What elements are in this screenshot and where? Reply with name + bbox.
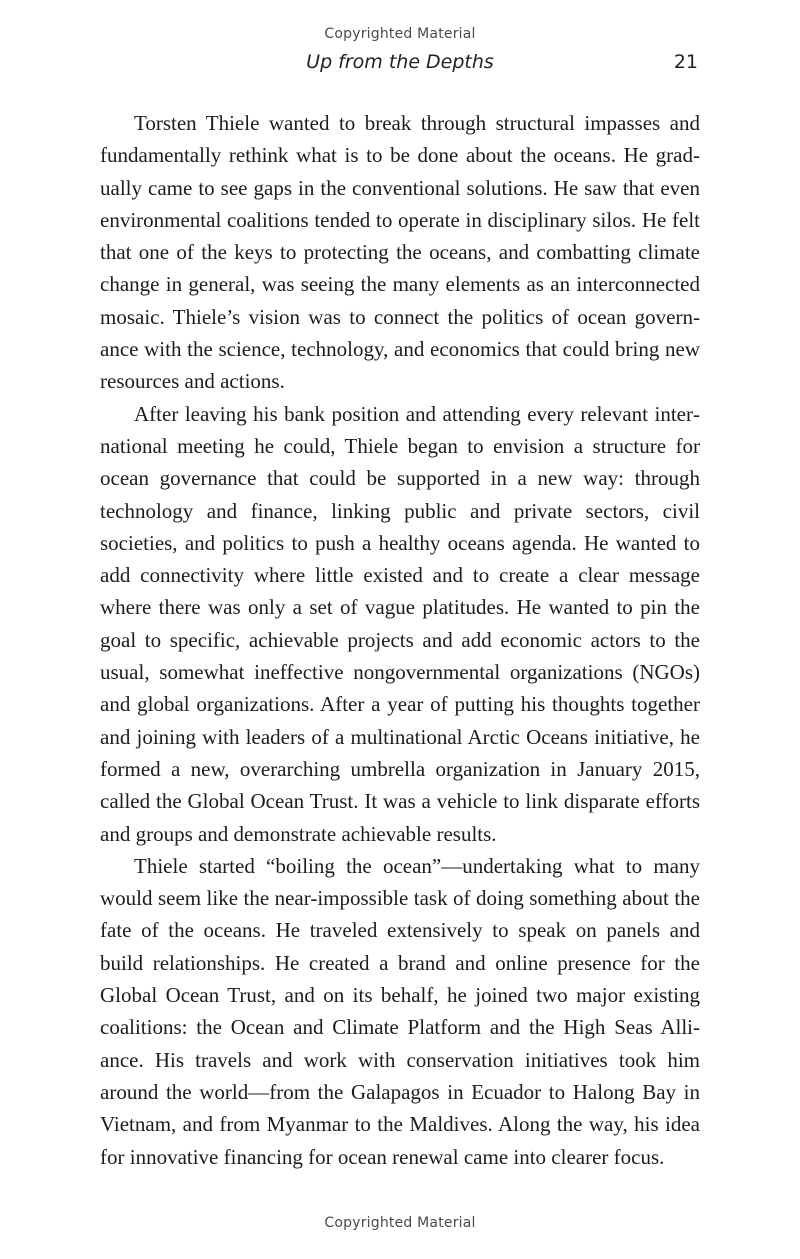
- paragraph-1: Torsten Thiele wanted to break through structural impasses and fundamentally rethink what is to be done about the oceans. He gradually came to see gaps in the conventional solutions. He saw that even environmental coalitions tended to operate in disciplinary silos. He felt that one of the keys to protecting the oceans, and combatting climate change in general, was seeing the many elements as an interconnected mosaic. Thiele’s vision was to connect the politics of ocean governance with the science, technology, and economics that could bring new resources and actions.: [100, 111, 700, 394]
- running-header: [100, 49, 700, 79]
- body-text: [100, 107, 700, 1173]
- copyright-watermark-top: Copyrighted Material: [324, 26, 476, 42]
- page-number: 21: [673, 51, 698, 73]
- running-title: Up from the Depths: [306, 51, 494, 73]
- copyright-watermark-bottom: Copyrighted Material: [324, 1215, 476, 1231]
- paragraph-2: After leaving his bank position and attending every relevant international meeting he could, Thiele began to envision a structure for ocean governance that could be supported in a new way: through technology and finance, linking public and private sectors, civil societies, and politics to push a healthy oceans agenda. He wanted to add connectivity where little existed and to create a clear message where there was only a set of vague platitudes. He wanted to pin the goal to specific, achievable projects and add economic actors to the usual, somewhat ineffective nongovernmental organizations (NGOs) and global organizations. After a year of putting his thoughts together and joining with leaders of a multinational Arctic Oceans initiative, he formed a new, overarching umbrella organization in January 2015, called the Global Ocean Trust. It was a vehicle to link disparate efforts and groups and demonstrate achievable results.: [100, 401, 700, 846]
- paragraph-3: Thiele started “boiling the ocean”—undertaking what to many would seem like the near-impossible task of doing something about the fate of the oceans. He traveled extensively to speak on panels and build relationships. He created a brand and online presence for the Global Ocean Trust, and on its behalf, he joined two major existing coalitions: the Ocean and Climate Platform and the High Seas Alliance. His travels and work with conservation initiatives took him around the world—from the Galapagos in Ecuador to Halong Bay in Vietnam, and from Myanmar to the Maldives. Along the way, his idea for innovative financing for ocean renewal came into clearer focus.: [100, 853, 700, 1169]
